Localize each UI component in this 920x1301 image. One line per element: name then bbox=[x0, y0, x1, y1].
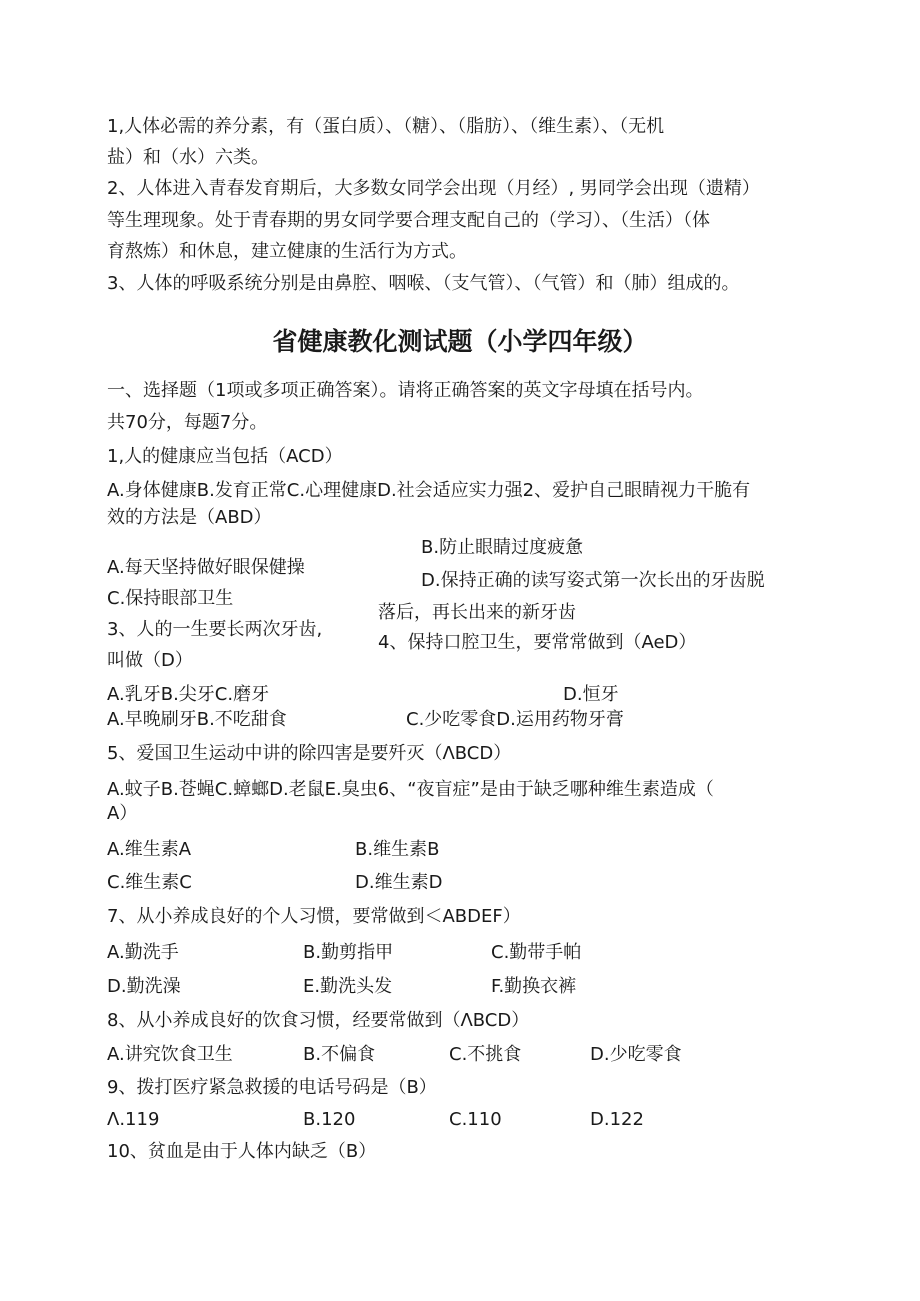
question-3-option-d: D.恒牙 bbox=[563, 684, 619, 705]
question-5-stem: 5、爱国卫生运动中讲的除四害是要歼灭（ΛBCD） bbox=[107, 743, 512, 764]
question-8-stem: 8、从小养成良好的饮食习惯，经要常做到（ΛBCD） bbox=[107, 1010, 530, 1031]
question-6-option-a: A.维生素A bbox=[107, 839, 192, 860]
question-7-option-d: D.勤洗澡 bbox=[107, 976, 181, 997]
question-3-stem: 3、人的一生要长两次牙齿, bbox=[107, 619, 323, 640]
question-2-option-a: A.每天坚持做好眼保健操 bbox=[107, 557, 305, 578]
question-9-stem: 9、拨打医疗紧急救援的电话号码是（B） bbox=[107, 1077, 437, 1098]
question-7-option-e: E.勤洗头发 bbox=[303, 976, 393, 997]
question-6-option-c: C.维生素C bbox=[107, 872, 192, 893]
question-7-stem: 7、从小养成良好的个人习惯，要常做到＜ABDEF） bbox=[107, 906, 521, 927]
question-8-option-a: A.讲究饮食卫生 bbox=[107, 1044, 233, 1065]
page-title: 省健康教化测试题（小学四年级） bbox=[272, 327, 648, 356]
intro-line-6: 3、人体的呼吸系统分别是由鼻腔、咽喉、（支气管）、（气管）和（肺）组成的。 bbox=[107, 273, 740, 294]
intro-line-3: 2、人体进入青春发育期后，大多数女同学会出现（月经）, 男同学会出现（遗精） bbox=[107, 178, 760, 199]
question-1-options: A.身体健康B.发育正常C.心理健康D.社会适应实力强2、爱护自己眼睛视力干脆有 bbox=[107, 480, 751, 501]
question-2-stem: 效的方法是（ABD） bbox=[107, 507, 272, 528]
intro-line-4: 等生理现象。处于青春期的男女同学要合理支配自己的（学习）、（生活）（体 bbox=[107, 210, 710, 231]
question-4-stem: 4、保持口腔卫生，要常常做到（AeD） bbox=[378, 632, 697, 653]
question-9-option-d: D.122 bbox=[590, 1109, 644, 1130]
question-9-option-a: Λ.119 bbox=[107, 1109, 160, 1130]
question-2-option-b: B.防止眼睛过度疲惫 bbox=[421, 537, 584, 558]
question-5-options: A.蚊子B.苍蝇C.蟑螂D.老鼠E.臭虫6、“夜盲症”是由于缺乏哪种维生素造成（ bbox=[107, 779, 714, 800]
question-3-continued: 落后，再长出来的新牙齿 bbox=[378, 602, 576, 623]
question-7-option-a: A.勤洗手 bbox=[107, 942, 179, 963]
question-6-option-d: D.维生素D bbox=[355, 872, 443, 893]
question-9-option-c: C.110 bbox=[449, 1109, 502, 1130]
intro-line-5: 育熬炼）和休息，建立健康的生活行为方式。 bbox=[107, 241, 467, 262]
intro-line-2: 盐）和（水）六类。 bbox=[107, 147, 269, 168]
question-10-stem: 10、贫血是由于人体内缺乏（B） bbox=[107, 1141, 377, 1162]
section-scoring: 共70分，每题7分。 bbox=[107, 412, 268, 433]
question-7-option-b: B.勤剪指甲 bbox=[303, 942, 394, 963]
question-8-option-b: B.不偏食 bbox=[303, 1044, 376, 1065]
question-2-option-c: C.保持眼部卫生 bbox=[107, 588, 234, 609]
question-8-option-c: C.不挑食 bbox=[449, 1044, 522, 1065]
question-4-options-ab: A.早晚刷牙B.不吃甜食 bbox=[107, 709, 287, 730]
section-instruction: 一、选择题（1项或多项正确答案）。请将正确答案的英文字母填在括号内。 bbox=[107, 380, 704, 401]
question-8-option-d: D.少吃零食 bbox=[590, 1044, 682, 1065]
question-3-options: A.乳牙B.尖牙C.磨牙 bbox=[107, 684, 270, 705]
question-1-stem: 1,人的健康应当包括（ACD） bbox=[107, 446, 343, 467]
question-6-answer: A） bbox=[107, 803, 138, 824]
question-2-option-d: D.保持正确的读写姿式第一次长出的牙齿脱 bbox=[421, 570, 765, 591]
question-7-option-f: F.勤换衣裤 bbox=[491, 976, 577, 997]
question-6-option-b: B.维生素B bbox=[355, 839, 440, 860]
question-3-stem-cont: 叫做（D） bbox=[107, 650, 193, 671]
question-9-option-b: B.120 bbox=[303, 1109, 356, 1130]
question-7-option-c: C.勤带手帕 bbox=[491, 942, 582, 963]
question-4-options-cd: C.少吃零食D.运用药物牙膏 bbox=[406, 709, 624, 730]
intro-line-1: 1,人体必需的养分素，有（蛋白质）、（糖）、（脂肪）、（维生素）、（无机 bbox=[107, 116, 665, 137]
